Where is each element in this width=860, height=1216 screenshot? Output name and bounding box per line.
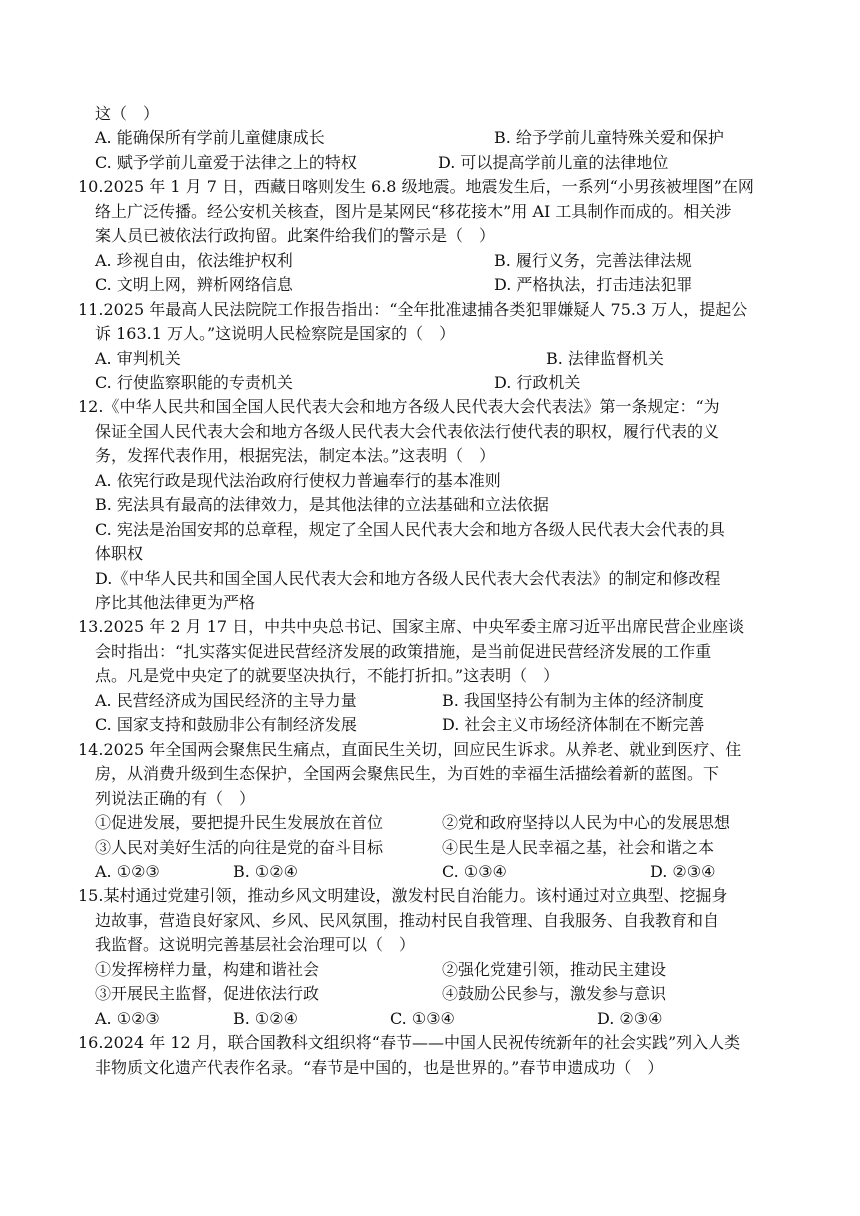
text-line: D.《中华人民共和国全国人民代表大会和地方各级人民代表大会代表法》的制定和修改程 (95, 569, 721, 588)
answer-option: D. ②③④ (597, 1009, 663, 1028)
question-stem: 14.2025 年全国两会聚焦民生痛点，直面民生关切，回应民生诉求。从养老、就业到医疗、住 (78, 740, 742, 759)
answer-option: ①发挥榜样力量，构建和谐社会 (95, 960, 320, 979)
answer-option: B. 给予学前儿童特殊关爱和保护 (494, 128, 724, 147)
question-stem: 16.2024 年 12 月，联合国教科文组织将“春节——中国人民祝传统新年的社会实践”列入人类 (78, 1033, 741, 1052)
text-line: 列说法正确的有（ ） (95, 789, 256, 808)
answer-option: ①促进发展，要把提升民生发展放在首位 (95, 813, 384, 832)
answer-option: B. 我国坚持公有制为主体的经济制度 (442, 691, 704, 710)
question-stem: 11.2025 年最高人民法院院工作报告指出：“全年批准逮捕各类犯罪嫌疑人 75.3 万人，提起公 (78, 300, 748, 319)
text-line: 保证全国人民代表大会和地方各级人民代表大会代表依法行使代表的职权，履行代表的义 (95, 422, 720, 441)
answer-option: C. ①③④ (442, 862, 507, 881)
text-line: 体职权 (95, 544, 144, 563)
text-line: 务，发挥代表作用，根据宪法，制定本法。”这表明（ ） (95, 446, 496, 465)
answer-option: C. 赋予学前儿童爱于法律之上的特权 (95, 153, 357, 172)
answer-option: A. ①②③ (95, 862, 160, 881)
answer-option: C. ①③④ (390, 1009, 455, 1028)
text-line: B. 宪法具有最高的法律效力，是其他法律的立法基础和立法依据 (95, 495, 549, 514)
answer-option: A. ①②③ (95, 1009, 160, 1028)
question-stem: 10.2025 年 1 月 7 日，西藏日喀则发生 6.8 级地震。地震发生后，一系列“小男孩被埋图”在网 (78, 177, 754, 196)
answer-option: ④民生是人民幸福之基，社会和谐之本 (442, 838, 715, 857)
text-line: C. 宪法是治国安邦的总章程，规定了全国人民代表大会和地方各级人民代表大会代表的具 (95, 520, 725, 539)
answer-option: A. 审判机关 (95, 349, 181, 368)
answer-option: C. 行使监察职能的专责机关 (95, 373, 293, 392)
answer-option: ④鼓励公民参与，激发参与意识 (442, 984, 667, 1003)
answer-option: D. 严格执法，打击违法犯罪 (494, 275, 693, 294)
answer-option: D. 行政机关 (494, 373, 581, 392)
answer-option: D. 社会主义市场经济体制在不断完善 (442, 715, 705, 734)
answer-option: A. 能确保所有学前儿童健康成长 (95, 128, 325, 147)
answer-option: A. 珍视自由，依法维护权利 (95, 251, 293, 270)
question-stem: 15.某村通过党建引领，推动乡风文明建设，激发村民自治能力。该村通过对立典型、挖掘身 (78, 886, 728, 905)
answer-option: B. 法律监督机关 (546, 349, 664, 368)
answer-option: B. ①②④ (233, 1009, 298, 1028)
text-line: 这（ ） (95, 104, 160, 123)
answer-option: B. ①②④ (233, 862, 298, 881)
text-line: 点。凡是党中央定了的就要坚决执行，不能打折扣。”这表明（ ） (95, 666, 560, 685)
answer-option: D. ②③④ (650, 862, 716, 881)
text-line: 络上广泛传播。经公安机关核查，图片是某网民“移花接木”用 AI 工具制作而成的。相关涉 (95, 202, 732, 221)
text-line: 房，从消费升级到生态保护，全国两会聚焦民生，为百姓的幸福生活描绘着新的蓝图。下 (95, 764, 720, 783)
answer-option: C. 文明上网，辨析网络信息 (95, 275, 293, 294)
question-stem: 12.《中华人民共和国全国人民代表大会和地方各级人民代表大会代表法》第一条规定：“为 (78, 397, 720, 416)
text-line: 序比其他法律更为严格 (95, 593, 256, 612)
text-line: 案人员已被依法行政拘留。此案件给我们的警示是（ ） (95, 226, 496, 245)
answer-option: ③人民对美好生活的向往是党的奋斗目标 (95, 838, 384, 857)
text-line: 我监督。这说明完善基层社会治理可以（ ） (95, 935, 416, 954)
answer-option: ②党和政府坚持以人民为中心的发展思想 (442, 813, 731, 832)
answer-option: B. 履行义务，完善法律法规 (494, 251, 692, 270)
text-line: 边故事，营造良好家风、乡风、民风氛围，推动村民自我管理、自我服务、自我教育和自 (95, 911, 720, 930)
answer-option: ②强化党建引领，推动民主建设 (442, 960, 667, 979)
text-line: A. 依宪行政是现代法治政府行使权力普遍奉行的基本准则 (95, 471, 501, 490)
answer-option: ③开展民主监督，促进依法行政 (95, 984, 320, 1003)
text-line: 会时指出：“扎实落实促进民营经济发展的政策措施，是当前促进民营经济发展的工作重 (95, 642, 712, 661)
text-line: 诉 163.1 万人。”这说明人民检察院是国家的（ ） (95, 324, 456, 343)
text-line: 非物质文化遗产代表作名录。“春节是中国的，也是世界的。”春节申遗成功（ ） (95, 1058, 664, 1077)
question-stem: 13.2025 年 2 月 17 日，中共中央总书记、国家主席、中央军委主席习近平出席民营企业座谈 (78, 617, 745, 636)
answer-option: C. 国家支持和鼓励非公有制经济发展 (95, 715, 357, 734)
answer-option: A. 民营经济成为国民经济的主导力量 (95, 691, 357, 710)
answer-option: D. 可以提高学前儿童的法律地位 (438, 153, 669, 172)
